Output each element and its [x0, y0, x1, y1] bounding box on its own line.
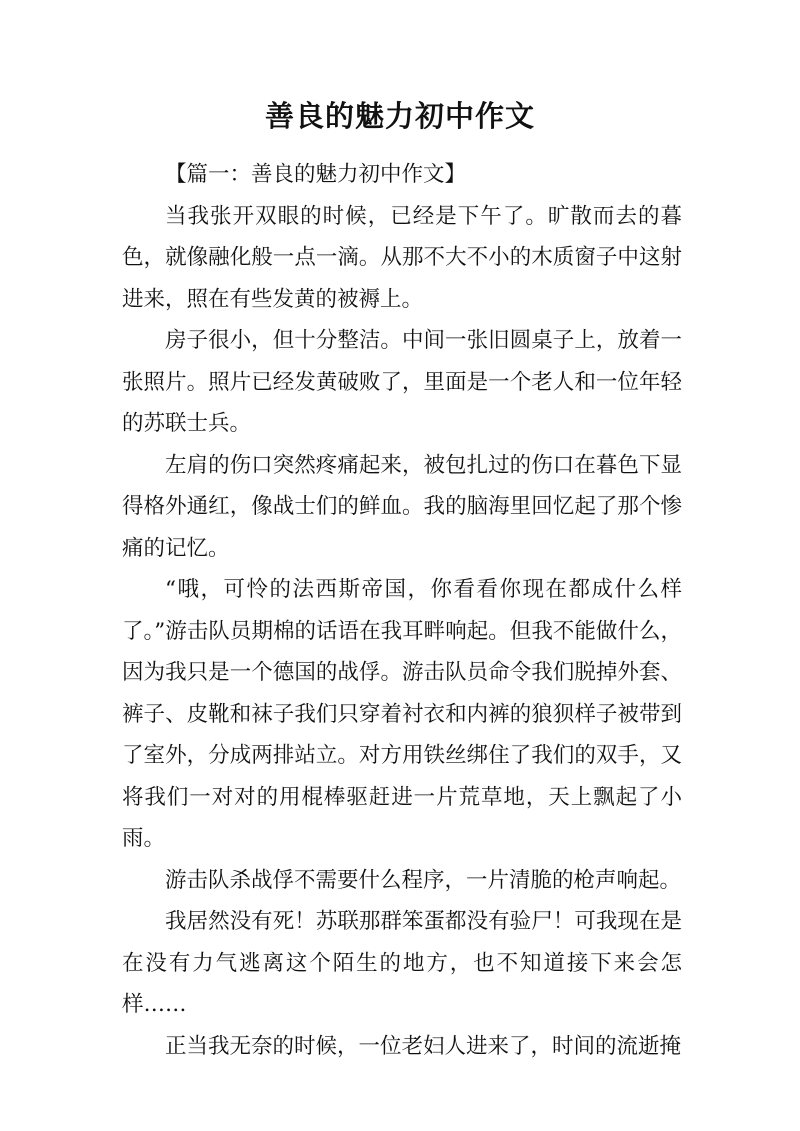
paragraph: 正当我无奈的时候，一位老妇人进来了，时间的流逝掩 [165, 1033, 682, 1059]
paragraph: 游击队杀战俘不需要什么程序，一片清脆的枪声响起。 [165, 867, 682, 893]
paragraph: “哦，可怜的法西斯帝国，你看看你现在都成什么样了。”游击队员期棉的话语在我耳畔响起。但我不能做什么，因为我只是一个德国的战俘。游击队员命令我们脱掉外套、裤子、皮靴和袜子我们只穿着衬衣和内裤的狼狈样子被带到了室外，分成两排站立。对方用铁丝绑住了我们的双手，又将我们一对对的用棍棒驱赶进一片荒草地，天上飘起了小雨。 [122, 577, 682, 851]
section-label: 【篇一：善良的魅力初中作文】 [165, 162, 467, 187]
paragraph: 我居然没有死！苏联那群笨蛋都没有验尸！可我现在是在没有力气逃离这个陌生的地方，也不知道接下来会怎样…… [122, 909, 682, 1017]
paragraph: 左肩的伤口突然疼痛起来，被包扎过的伤口在暮色下显得格外通红，像战士们的鲜血。我的脑海里回忆起了那个惨痛的记忆。 [122, 452, 682, 561]
paragraph: 当我张开双眼的时候，已经是下午了。旷散而去的暮色，就像融化般一点一滴。从那不大不小的木质窗子中这射进来，照在有些发黄的被褥上。 [122, 203, 682, 312]
document-title: 善良的魅力初中作文 [264, 99, 535, 133]
paragraph: 房子很小，但十分整洁。中间一张旧圆桌子上，放着一张照片。照片已经发黄破败了，里面是一个老人和一位年轻的苏联士兵。 [122, 328, 682, 436]
document-body [122, 154, 682, 1067]
